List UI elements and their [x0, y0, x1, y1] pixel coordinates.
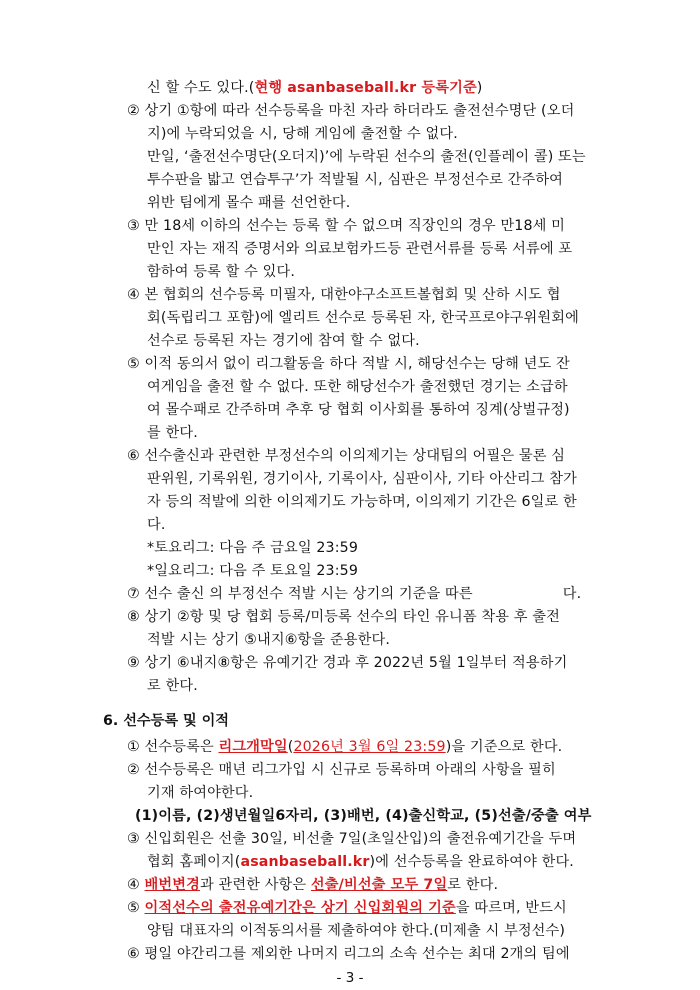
rule-item-3-line: 함하여 등록 할 수 있다.	[147, 264, 295, 280]
rule-item-2-line: 위반 팀에게 몰수 패를 선언한다.	[147, 195, 351, 211]
rule-item-6-line: 자 등의 적발에 의한 이의제기도 가능하며, 이의제기 기간은 6일로 한	[147, 494, 577, 510]
rule-item-5-line: ⑤ 이적 동의서 없이 리그활동을 하다 적발 시, 해당선수는 당해 년도 잔	[127, 356, 570, 372]
rule-item-9-line: 로 한다.	[147, 678, 198, 694]
rule-item-2-line: 지)에 누락되었을 시, 당해 게임에 출전할 수 없다.	[147, 126, 458, 142]
rule-item-5-line: 여 몰수패로 간주하며 추후 당 협회 이사회를 통하여 징계(상벌규정)	[147, 402, 570, 418]
rule-item-2-line: 투수판을 밟고 연습투구’가 적발될 시, 심판은 부정선수로 간주하여	[147, 172, 564, 188]
reg-item-4: ④ 배번변경과 관련한 사항은 선출/비선출 모두 7일로 한다.	[127, 877, 499, 893]
league-opening-day: 리그개막일	[218, 739, 288, 755]
sunday-league-deadline: *일요리그: 다음 주 토요일 23:59	[147, 563, 359, 579]
rule-item-7-line: ⑦ 선수 출신 의 부정선수 적발 시는 상기의 기준을 따른 다.	[127, 586, 582, 602]
rule-item-4-line: 선수로 등록된 자는 경기에 참여 할 수 없다.	[147, 333, 420, 349]
rule-item-9-line: ⑨ 상기 ⑥내지⑧항은 유예기간 경과 후 2022년 5월 1일부터 적용하기	[127, 655, 568, 671]
transfer-grace-period: 이적선수의 출전유예기간은 상기 신입회원의 기준	[144, 900, 456, 916]
registration-deadline: 2026년 3월 6일 23:59	[293, 739, 446, 755]
rule-5-3-continuation: 신 할 수도 있다.(현행 asanbaseball.kr 등록기준)	[147, 80, 483, 96]
reg-item-5-line: ⑤ 이적선수의 출전유예기간은 상기 신입회원의 기준을 따르며, 반드시	[127, 900, 567, 916]
rule-item-8-line: ⑧ 상기 ②항 및 당 협회 등록/미등록 선수의 타인 유니폼 착용 후 출전	[127, 609, 560, 625]
reg-item-6-line: ⑥ 평일 야간리그를 제외한 나머지 리그의 소속 선수는 최대 2개의 팀에	[127, 946, 570, 962]
rule-item-4-line: 회(독립리그 포함)에 엘리트 선수로 등록된 자, 한국프로야구위원회에	[147, 310, 579, 326]
reg-item-3-line: ③ 신입회원은 선출 30일, 비선출 7일(초일산입)의 출전유예기간을 두며	[127, 831, 577, 847]
association-homepage-link: asanbaseball.kr	[240, 854, 370, 870]
rule-item-6-line: 판위원, 기록위원, 경기이사, 기록이사, 심판이사, 기타 아산리그 참가	[147, 471, 578, 487]
page-number: - 3 -	[336, 970, 364, 986]
reg-item-2-line: 기재 하여야한다.	[147, 785, 254, 801]
rule-item-6-line: ⑥ 선수출신과 관련한 부정선수의 이의제기는 상대팀의 어필은 물론 심	[127, 448, 566, 464]
reg-item-2-line: ② 선수등록은 매년 리그가입 시 신규로 등록하며 아래의 사항을 필히	[127, 762, 556, 778]
seven-day-rule: 선출/비선출 모두 7일	[310, 877, 448, 893]
rule-item-2-line: ② 상기 ①항에 따라 선수등록을 마친 자라 하더라도 출전선수명단 (오더	[127, 103, 575, 119]
uniform-number-change: 배번변경	[144, 877, 200, 893]
rule-item-5-line: 여게임을 출전 할 수 없다. 또한 해당선수가 출전했던 경기는 소급하	[147, 379, 568, 395]
saturday-league-deadline: *토요리그: 다음 주 금요일 23:59	[147, 540, 359, 556]
required-fields-list: (1)이름, (2)생년월일6자리, (3)배번, (4)출신학교, (5)선출/중출 여부	[135, 808, 592, 824]
section-6-heading: 6. 선수등록 및 이적	[103, 713, 230, 729]
rule-item-3-line: 만인 자는 재직 증명서와 의료보험카드등 관련서류를 등록 서류에 포	[147, 241, 573, 257]
current-registration-standard: 현행 asanbaseball.kr 등록기준	[254, 80, 477, 96]
rule-item-4-line: ④ 본 협회의 선수등록 미필자, 대한야구소프트볼협회 및 산하 시도 협	[127, 287, 561, 303]
rule-item-5-line: 를 한다.	[147, 425, 198, 441]
rule-item-8-line: 적발 시는 상기 ⑤내지⑥항을 준용한다.	[147, 632, 391, 648]
reg-item-1: ① 선수등록은 리그개막일(2026년 3월 6일 23:59)을 기준으로 한다.	[127, 739, 563, 755]
rule-item-3-line: ③ 만 18세 이하의 선수는 등록 할 수 없으며 직장인의 경우 만18세 미	[127, 218, 566, 234]
reg-item-5-line: 양팀 대표자의 이적동의서를 제출하여야 한다.(미제출 시 부정선수)	[147, 923, 566, 939]
rule-item-2-line: 만일, ‘출전선수명단(오더지)’에 누락된 선수의 출전(인플레이 콜) 또는	[147, 149, 586, 165]
reg-item-3-line: 협회 홈페이지(asanbaseball.kr)에 선수등록을 완료하여야 한다.	[147, 854, 574, 870]
rule-item-6-line: 다.	[147, 517, 166, 533]
